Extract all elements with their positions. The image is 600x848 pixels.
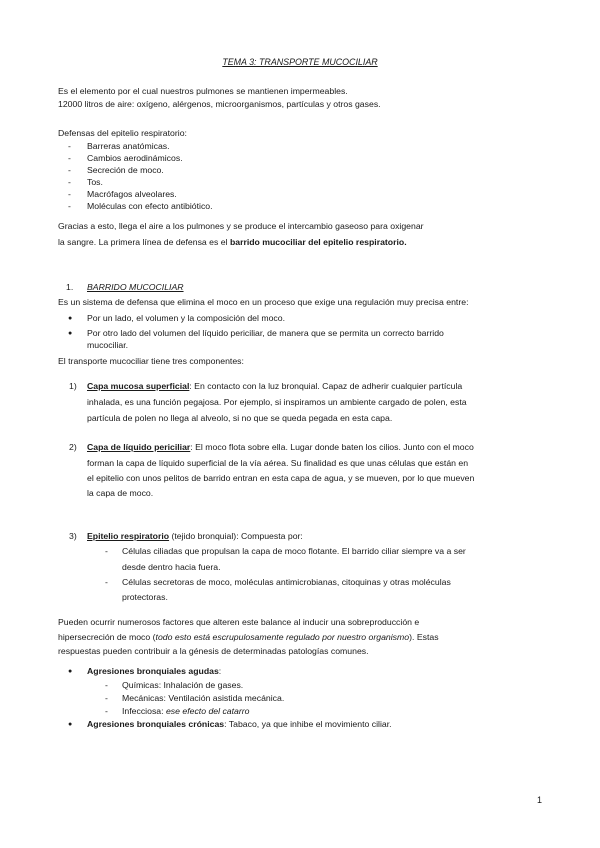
list-item: Moléculas con efecto antibiótico.: [87, 201, 213, 211]
section-1-title: BARRIDO MUCOCILIAR: [87, 282, 184, 292]
acute-mechanical: Mecánicas: Ventilación asistida mecánica.: [122, 693, 285, 703]
acute-infectious: [122, 706, 250, 717]
component-3-sub-2-line-2: protectoras.: [122, 592, 168, 602]
dash-marker: -: [105, 680, 108, 690]
dash-marker: -: [68, 141, 71, 151]
defenses-heading: Defensas del epitelio respiratorio:: [58, 128, 187, 138]
component-3-sub-1-line-1: Células ciliadas que propulsan la capa de moco flotante. El barrido ciliar siempre va a ser: [122, 546, 466, 556]
component-1-name: Capa mucosa superficial: [87, 381, 190, 391]
component-1-text: : En contacto con la luz bronquial. Capaz de adherir cualquier partícula: [189, 381, 463, 391]
component-2-line-4: la capa de moco.: [87, 488, 154, 498]
component-3-line-1: [87, 531, 303, 542]
chronic-aggressions: [87, 719, 392, 730]
factors-line-1: Pueden ocurrir numerosos factores que alteren este balance al inducir una sobreproducción e: [58, 617, 420, 627]
component-1-line-2: inhalada, es una función pegajosa. Por ejemplo, si inspiramos un ambiente cargado de polen, esta: [87, 397, 467, 407]
component-2-number: 2): [69, 442, 77, 452]
components-intro: El transporte mucociliar tiene tres componentes:: [58, 356, 244, 366]
factors-italic-text: todo esto está escrupulosamente regulado por nuestro organismo: [155, 632, 410, 642]
infectious-italic-text: ese efecto del catarro: [165, 706, 250, 716]
infectious-text: Infecciosa:: [122, 706, 166, 716]
factors-text: hipersecreción de moco (: [58, 632, 156, 642]
acute-label: Agresiones bronquiales agudas: [87, 666, 219, 676]
acute-chemical: Químicas: Inhalación de gases.: [122, 680, 244, 690]
section-1-intro: Es un sistema de defensa que elimina el moco en un proceso que exige una regulación muy precisa entre:: [58, 297, 469, 307]
component-2-line-2: forman la capa de líquido superficial de la vía aérea. Su finalidad es que unas células que están en: [87, 458, 469, 468]
section-1-number: 1.: [66, 282, 74, 292]
dash-marker: -: [105, 546, 108, 556]
intro-line-2: 12000 litros de aire: oxígeno, alérgenos, microorganismos, partículas y otros gases.: [58, 99, 381, 109]
component-3-number: 3): [69, 531, 77, 541]
gracias-line-1: Gracias a esto, llega el aire a los pulmones y se produce el intercambio gaseoso para oxigenar: [58, 221, 424, 231]
factors-line-2: [58, 632, 439, 643]
list-item: Barreras anatómicas.: [87, 141, 170, 151]
gracias-line-2: [58, 237, 407, 248]
dash-marker: -: [105, 706, 108, 716]
factors-line-3: respuestas pueden contribuir a la génesis de determinadas patologías comunes.: [58, 646, 369, 656]
component-3-name: Epitelio respiratorio: [87, 531, 170, 541]
gracias-text: la sangre. La primera línea de defensa es el: [58, 237, 230, 247]
component-2-line-1: [87, 442, 474, 453]
component-1-line-3: partícula de polen no llega al alveolo, si no que se queda pegada en esta capa.: [87, 413, 393, 423]
dash-marker: -: [68, 201, 71, 211]
component-3-text: (tejido bronquial): Compuesta por:: [169, 531, 303, 541]
chronic-text: : Tabaco, ya que inhibe el movimiento ciliar.: [224, 719, 392, 729]
component-3-sub-1-line-2: desde dentro hacia fuera.: [122, 562, 221, 572]
chronic-label: Agresiones bronquiales crónicas: [87, 719, 225, 729]
bullet-marker: ●: [68, 315, 73, 322]
document-title: TEMA 3: TRANSPORTE MUCOCILIAR: [222, 57, 378, 67]
dash-marker: -: [68, 189, 71, 199]
gracias-bold-text: barrido mucociliar del epitelio respiratorio.: [229, 237, 407, 247]
bullet-marker: ●: [68, 668, 73, 675]
list-item: Tos.: [87, 177, 103, 187]
bullet-marker: ●: [68, 330, 73, 337]
component-2-line-3: el epitelio con unos pelitos de barrido entran en esta capa de agua, y se mueven, por lo que mueven: [87, 473, 475, 483]
component-1-number: 1): [69, 381, 77, 391]
component-2-name: Capa de líquido periciliar: [87, 442, 191, 452]
list-item: Macrófagos alveolares.: [87, 189, 177, 199]
dash-marker: -: [68, 177, 71, 187]
component-3-sub-2-line-1: Células secretoras de moco, moléculas antimicrobianas, citoquinas y otras moléculas: [122, 577, 451, 587]
intro-line-1: Es el elemento por el cual nuestros pulmones se mantienen impermeables.: [58, 86, 348, 96]
list-item: Secreción de moco.: [87, 165, 164, 175]
acute-colon: :: [218, 666, 222, 676]
bullet-item-2: Por otro lado del volumen del líquido periciliar, de manera que se permita un correcto barrido: [87, 328, 444, 338]
component-1-line-1: [87, 381, 462, 392]
acute-aggressions: [87, 666, 221, 677]
page-number: 1: [536, 795, 542, 805]
list-item: Cambios aerodinámicos.: [87, 153, 183, 163]
dash-marker: -: [105, 693, 108, 703]
component-2-text: : El moco flota sobre ella. Lugar donde baten los cilios. Junto con el moco: [190, 442, 474, 452]
dash-marker: -: [68, 165, 71, 175]
bullet-marker: ●: [68, 721, 73, 728]
bullet-item-1: Por un lado, el volumen y la composición del moco.: [87, 313, 285, 323]
dash-marker: -: [68, 153, 71, 163]
bullet-item-2-continuation: mucociliar.: [87, 340, 129, 350]
factors-text-end: ). Estas: [409, 632, 439, 642]
dash-marker: -: [105, 577, 108, 587]
